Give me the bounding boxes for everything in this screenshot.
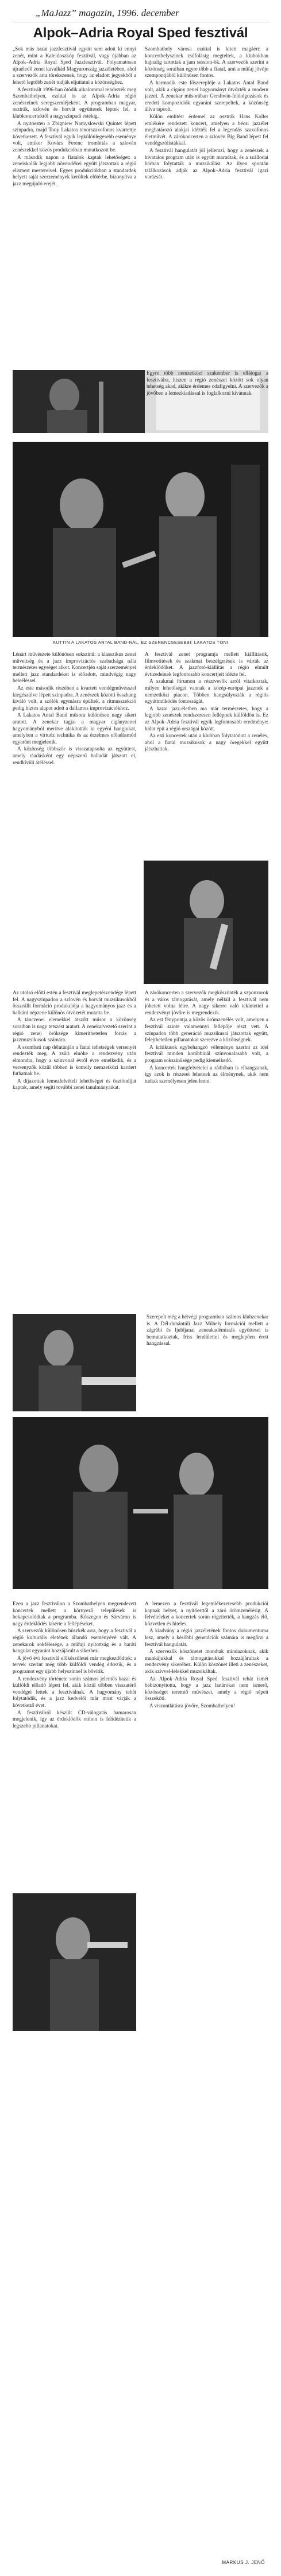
column-left — [13, 990, 136, 1311]
text-block-5 — [13, 1601, 268, 2542]
paragraph: „Sok más hazai jazzfesztivál együtt sem adott ki ennyi zenét, mint a Kaleidoszkóp fesztivál, vagy újabban az Alpok–Adria Royal Sped Jazzfesztivál. Folyamatosan újraéledő zenei kavalkád Magyarország jazzéletében, ahol a szervezők arra törekszenek, hogy az eladott jegyekből a lehető legtöbb zenét tudják eljuttatni a közönséghez. — [13, 46, 136, 85]
paragraph: A rendezvény története során számos jelentős hazai és külföldi előadó lépett fel, akik közül többen visszatérő vendégei lettek a fesztiválnak. A hagyomány tehát folytatódik, és a jazz kedvelői már most várják a következő évet. — [13, 1675, 136, 1708]
source-line: „MaJazz” magazin, 1996. december — [36, 7, 179, 18]
column-left — [13, 651, 136, 984]
article-headline: Alpok–Adria Royal Sped fesztivál — [13, 22, 268, 45]
paragraph: A koncertek hangfelvételei a rádióban is elhangzanak, így azok is részesei lehetnek az élménynek, akik nem tudtak személyesen jelen lenni. — [145, 1064, 268, 1084]
column-left — [13, 46, 136, 367]
paragraph: Lénárt művészete különösen sokszínű: a klasszikus zenei műveltség és a jazz improvizációs szabadsága nála természetes egységet alkot. Koncertjén saját szerzeményei mellett jazz standardeket is előadott, mindvégig nagy beleéléssel. — [13, 651, 136, 684]
paragraph: A fesztiválról készült CD-válogatás hamarosan megjelenik, így az érdeklődők otthon is felidézhetik a legszebb pillanatokat. — [13, 1709, 136, 1729]
paragraph: A kiadvány a régió jazzéletének fontos dokumentuma lesz, amely a későbbi generációk számára is megőrzi a fesztivál hangulatát. — [145, 1628, 268, 1647]
paragraph: A zárókoncerten a szervezők megköszönték a szponzorok és a város támogatását, amely nélkül a fesztivál nem jöhetett volna létre. A nagy sikerre való tekintettel a rendezvényt jövőre is megrendezik. — [145, 990, 268, 1015]
column-right — [147, 370, 268, 436]
text-block-2 — [147, 370, 268, 436]
photo-trumpeter — [13, 1893, 136, 2031]
paragraph: Az utolsó előtti estén a fesztivál meglepetésvendége lépett fel. A nagyszínpadon a szlovén és horvát muzsikusokból összeállt formáció produkciója a hagyományos jazz és a balkáni népzene különös ötvözetét mutatta be. — [13, 990, 136, 1015]
photo-caption-1: KUTTIN A LAKATOS ANTAL BAND-NÁL, EZ SZERENCSESEBBI: LAKATOS TÓNI — [52, 640, 229, 645]
paragraph: A Lakatos Antal Band műsora különösen nagy sikert aratott. A zenekar tagjai a magyar cigányzenei hagyományból merítve alakították ki egyéni hangjukat, amelyben a virtuóz technika és az érzelmes előadásmód egyaránt megjelenik. — [13, 712, 136, 745]
photo-pianist — [13, 1314, 136, 1411]
paragraph: A szakmai fórumon a résztvevők arról vitatkoztak, milyen lehetőségei vannak a közép-európai jazznek a nemzetközi piacon. Többen hangsúlyozták a régiós együttműködés fontosságát. — [145, 678, 268, 705]
paragraph: A fesztivál zenei programja mellett kiállítások, filmvetítések és szakmai beszélgetések is várták az érdeklődőket. A jazzfotó-kiállítás a régió elmúlt évtizedeinek legfontosabb koncertjeit idézte fel. — [145, 651, 268, 677]
paragraph: A fesztivál hangulatát jól jellemzi, hogy a zenészek a hivatalos program után is együtt maradtak, és a szállodai bárban folytatták a muzsikálást. Az ilyen spontán találkozások adják az Alpok–Adria fesztivál igazi varázsát. — [145, 147, 268, 180]
paragraph: A közönség többször is visszatapsolta az együttest, amely ráadásként egy népszerű balladát játszott el, rendkívüli átéléssel. — [13, 746, 136, 765]
paragraph: Külön említést érdemel az osztrák Hans Koller emlékére rendezett koncert, amelyen a bécsi jazzélet meghatározó alakjai idézték fel a legendás szaxofonos életművét. A zárókoncerten a szlovén Big Band lépett fel vendégszólistákkal. — [145, 113, 268, 146]
paragraph: A nyitóesten a Zbigniew Namysłowski Quintet lépett színpadra, majd Tony Lakatos tenorszaxofonos kvartettje következett. A fesztivál egyik legkülönlegesebb eseménye volt, amikor Kovács Ferenc trombitás a szlovén zenészekkel közös produkcióban mutatkozott be. — [13, 120, 136, 153]
paragraph: A díjazottak lemezfelvételi lehetőséget és ösztöndíjat kaptak, amely segíti további zenei tanulmányaikat. — [13, 1077, 136, 1091]
paragraph: A tánczenei elemekkel átszőtt műsor a közönség soraiban is nagy tetszést aratott. A zenekarvezető szerint a régió zenei öröksége kimeríthetetlen forrás a jazzmuzsikusok számára. — [13, 1017, 136, 1043]
paragraph: A harmadik este főszereplője a Lakatos Antal Band volt, akik a cigány zenei hagyományt ötvözték a modern jazzel. A zenekar műsorában Gershwin-feldolgozások és eredeti kompozíciók egyaránt szerepeltek, a közönség állva tapsolt. — [145, 79, 268, 112]
author-signature: MÁRKUS J. JENŐ — [222, 2560, 265, 2565]
paragraph: Ezen a jazz fesztiválon a Szombathelyen megrendezett koncertek mellett a környező települések is bekapcsolódtak a programba. Kőszegen és Sárváron is nagy érdeklődés kísérte a fellépéseket. — [13, 1601, 136, 1626]
photo-lakatos-band — [13, 442, 268, 637]
paragraph: Az Alpok–Adria Royal Sped fesztivál tehát ismét bebizonyította, hogy a jazz határokat nem ismerő, közösséget teremtő művészet, amely a régió népeit összeköti. — [145, 1675, 268, 1702]
paragraph: A jövő évi fesztivál előkészületei már megkezdődtek: a tervek szerint még több külföldi vendég érkezik, és a programot egy újabb helyszínnel is bővítik. — [13, 1655, 136, 1674]
paragraph: Egyre több nemzetközi szakember is ellátogat a fesztiválra, hiszen a régió zenészei között sok olyan tehetség akad, akikre érdemes odafigyelni. A szervezők a jövőben a lemezkiadással is foglalkozni kívánnak. — [147, 370, 268, 396]
photo-saxophonist — [144, 861, 268, 984]
column-right — [145, 990, 268, 1311]
paragraph: A kritikusok egybehangzó véleménye szerint az idei fesztivál minden korábbinál színvonalasabb volt, a program sokszínűsége pedig kiemelkedő. — [145, 1044, 268, 1063]
paragraph: A szervezők köszönetet mondtak mindazoknak, akik munkájukkal és támogatásukkal hozzájárultak a rendezvény sikeréhez. Külön köszönet illeti a zenészeket, akik szívvel-lélekkel muzsikáltak. — [145, 1648, 268, 1674]
paragraph: Szombathely városa ezúttal is kitett magáért: a koncerthelyszínek zsúfolásig megteltek, a klubokban hajnalig tartottak a jam session-ök. A szervezők szerint a közönség soraiban egyre több a fiatal, ami a műfaj jövője szempontjából különösen fontos. — [145, 46, 268, 79]
paragraph: A szombati nap délutánján a fiatal tehetségek versenyét rendezték meg. A zsűri elnöke a rendezvény után elmondta, hogy a színvonal évről évre emelkedik, és a versenyzők közül többen is komoly nemzetközi karriert futhatnak be. — [13, 1044, 136, 1077]
paragraph: A viszontlátásra jövőre, Szombathelyen! — [149, 1702, 236, 1709]
paragraph: Az esti koncertek után a klubban folytatódott a zenélés, ahol a fiatal muzsikusok a nagy öregekkel együtt játszhattak. — [145, 733, 268, 752]
paragraph: Az este második részében a kvartett vendégművésszel kiegészülve lépett színpadra. A zenészek közötti összhang kiváló volt, a szólók egymásra épültek, a ritmusszekció pedig biztos alapot adott a dallamos improvizációkhoz. — [13, 684, 136, 711]
paragraph: A fesztivált 1996-ban ötödik alkalommal rendezték meg Szombathelyen, ezúttal is az Alpok–Adria régió zenészeinek seregszemléjeként. A programban magyar, osztrák, szlovén és horvát együttesek léptek fel, a klubkoncertektől a nagyszínpadi estékig. — [13, 86, 136, 119]
text-block-1 — [13, 46, 268, 367]
column-left — [13, 1601, 136, 2542]
paragraph: Az est fénypontja a közös örömzenélés volt, amelyen a fesztivál szinte valamennyi fellépője részt vett. A színpadon több generáció muzsikusai játszottak együtt, felejthetetlen pillanatokat szerezve a közönségnek. — [145, 1017, 268, 1043]
paragraph: A hazai jazz-életben ma már természetes, hogy a legjobb zenészek rendszeresen fellépnek külföldön is. Ez az Alpok–Adria fesztivál egyik legfontosabb eredménye: hidat épít a régió országai között. — [145, 705, 268, 731]
paragraph: Szerepelt még a hétvégi programban számos klubzenekar is. A Dél-dunántúli Jazz Műhely formációi mellett a zágrábi és ljubljanai zeneakadémisták együttesei is bemutatkoztak, friss lendülettel és meglepően érett hangzással. — [147, 1314, 268, 1347]
paragraph: A második napon a fiatalok kaptak lehetőséget: a zeneiskolák legjobb növendékei együtt játszottak a régió elismert mestereivel. Egyes produkciókban a standardek helyett saját szerzemények kerültek előtérbe, bizonyítva a jazz megújuló erejét. — [13, 154, 136, 186]
column-right — [145, 46, 268, 367]
text-block-2b — [147, 1314, 268, 1411]
paragraph: A lemezen a fesztivál legemlékezetesebb produkciói kapnak helyet, a nyitóesttől a záró örömzenélésig. A felvételeket a koncertek során rögzítették, a hangzás élő, közvetlen és hiteles. — [145, 1601, 268, 1626]
column-right — [145, 1601, 268, 2542]
column-right — [147, 1314, 268, 1411]
photo-concert-stage — [13, 1417, 268, 1589]
paragraph: A szervezők különösen büszkék arra, hogy a fesztivál a régió kulturális életének állandó eseményévé vált. A zenekarok sokfélesége, a műfaji nyitottság és a baráti hangulat egyaránt hozzájárult a sikerhez. — [13, 1628, 136, 1654]
text-block-4 — [13, 990, 268, 1311]
